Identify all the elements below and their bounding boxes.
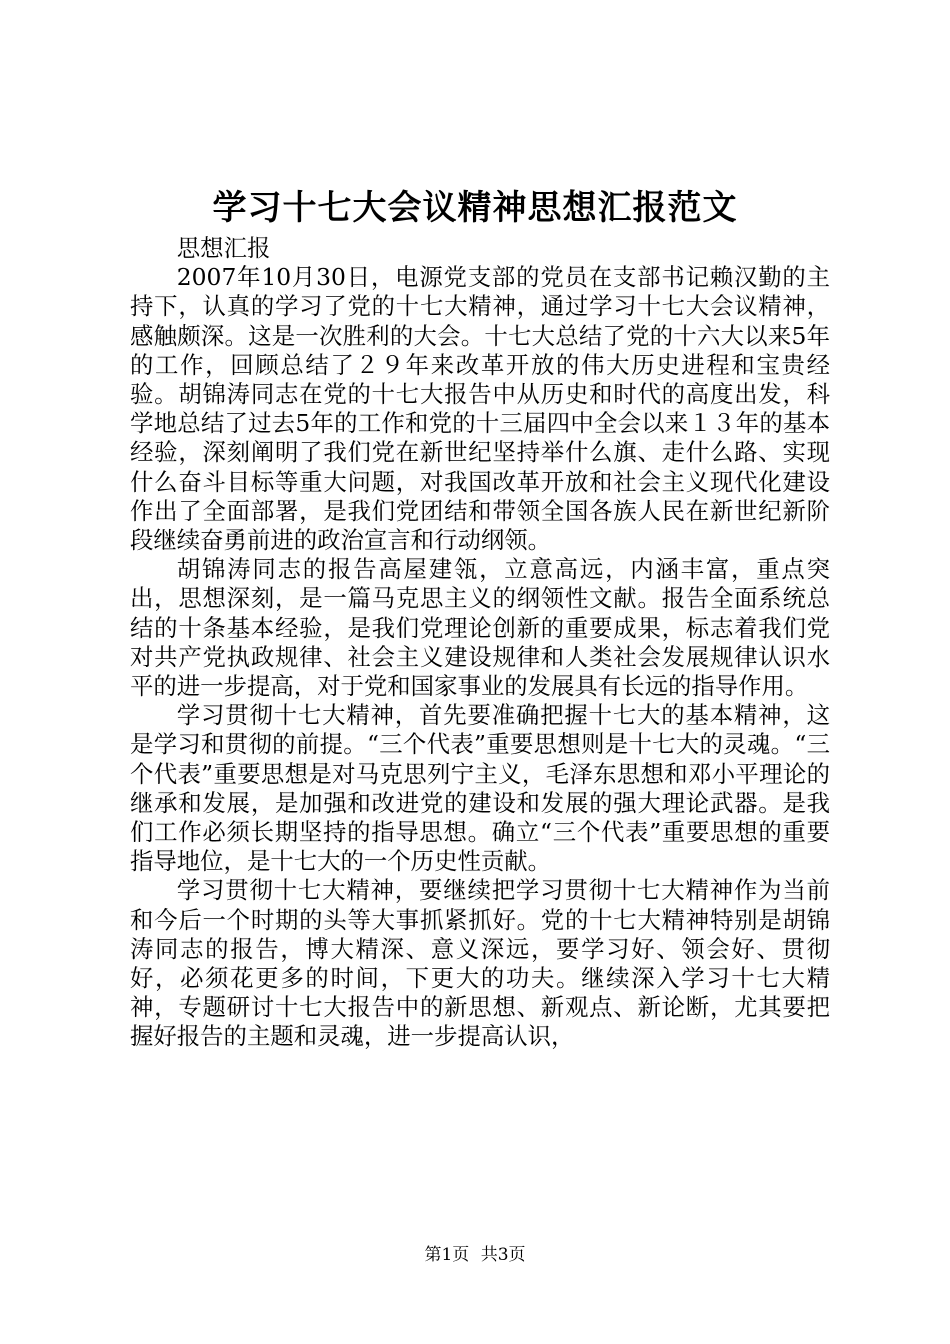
- paragraph: 胡锦涛同志的报告高屋建瓴，立意高远，内涵丰富，重点突出，思想深刻，是一篇马克思主义的纲领性文献。报告全面系统总结的十条基本经验，是我们党理论创新的重要成果，标志着我们党对共产党执政规律、社会主义建设规律和人类社会发展规律认识水平的进一步提高，对于党和国家事业的发展具有长远的指导作用。: [130, 555, 830, 701]
- paragraph: 学习贯彻十七大精神，首先要准确把握十七大的基本精神，这是学习和贯彻的前提。“三个代表”重要思想则是十七大的灵魂。“三个代表”重要思想是对马克思列宁主义，毛泽东思想和邓小平理论的继承和发展，是加强和改进党的建设和发展的强大理论武器。是我们工作必须长期坚持的指导思想。确立“三个代表”重要思想的重要指导地位，是十七大的一个历史性贡献。: [130, 701, 830, 876]
- page-number: 第1页: [424, 1245, 470, 1265]
- document-body: [130, 234, 830, 1052]
- paragraph-heading: 思想汇报: [176, 234, 271, 262]
- paragraph: 2007年10月30日，电源党支部的党员在支部书记赖汉勤的主持下，认真的学习了党的十七大精神，通过学习十七大会议精神，感触颇深。这是一次胜利的大会。十七大总结了党的十六大以来5年的工作，回顾总结了２９年来改革开放的伟大历史进程和宝贵经验。胡锦涛同志在党的十七大报告中从历史和时代的高度出发，科学地总结了过去5年的工作和党的十三届四中全会以来１３年的基本经验，深刻阐明了我们党在新世纪坚持举什么旗、走什么路、实现什么奋斗目标等重大问题，对我国改革开放和社会主义现代化建设作出了全面部署，是我们党团结和带领全国各族人民在新世纪新阶段继续奋勇前进的政治宣言和行动纲领。: [130, 263, 830, 555]
- paragraph: 学习贯彻十七大精神，要继续把学习贯彻十七大精神作为当前和今后一个时期的头等大事抓紧抓好。党的十七大精神特别是胡锦涛同志的报告，博大精深、意义深远，要学习好、领会好、贯彻好，必须花更多的时间，下更大的功夫。继续深入学习十七大精神，专题研讨十七大报告中的新思想、新观点、新论断，尤其要把握好报告的主题和灵魂，进一步提高认识，: [130, 876, 830, 1051]
- page-footer: [0, 1243, 950, 1267]
- page-total: 共3页: [480, 1245, 526, 1265]
- document-title: 学习十七大会议精神思想汇报范文: [212, 188, 738, 228]
